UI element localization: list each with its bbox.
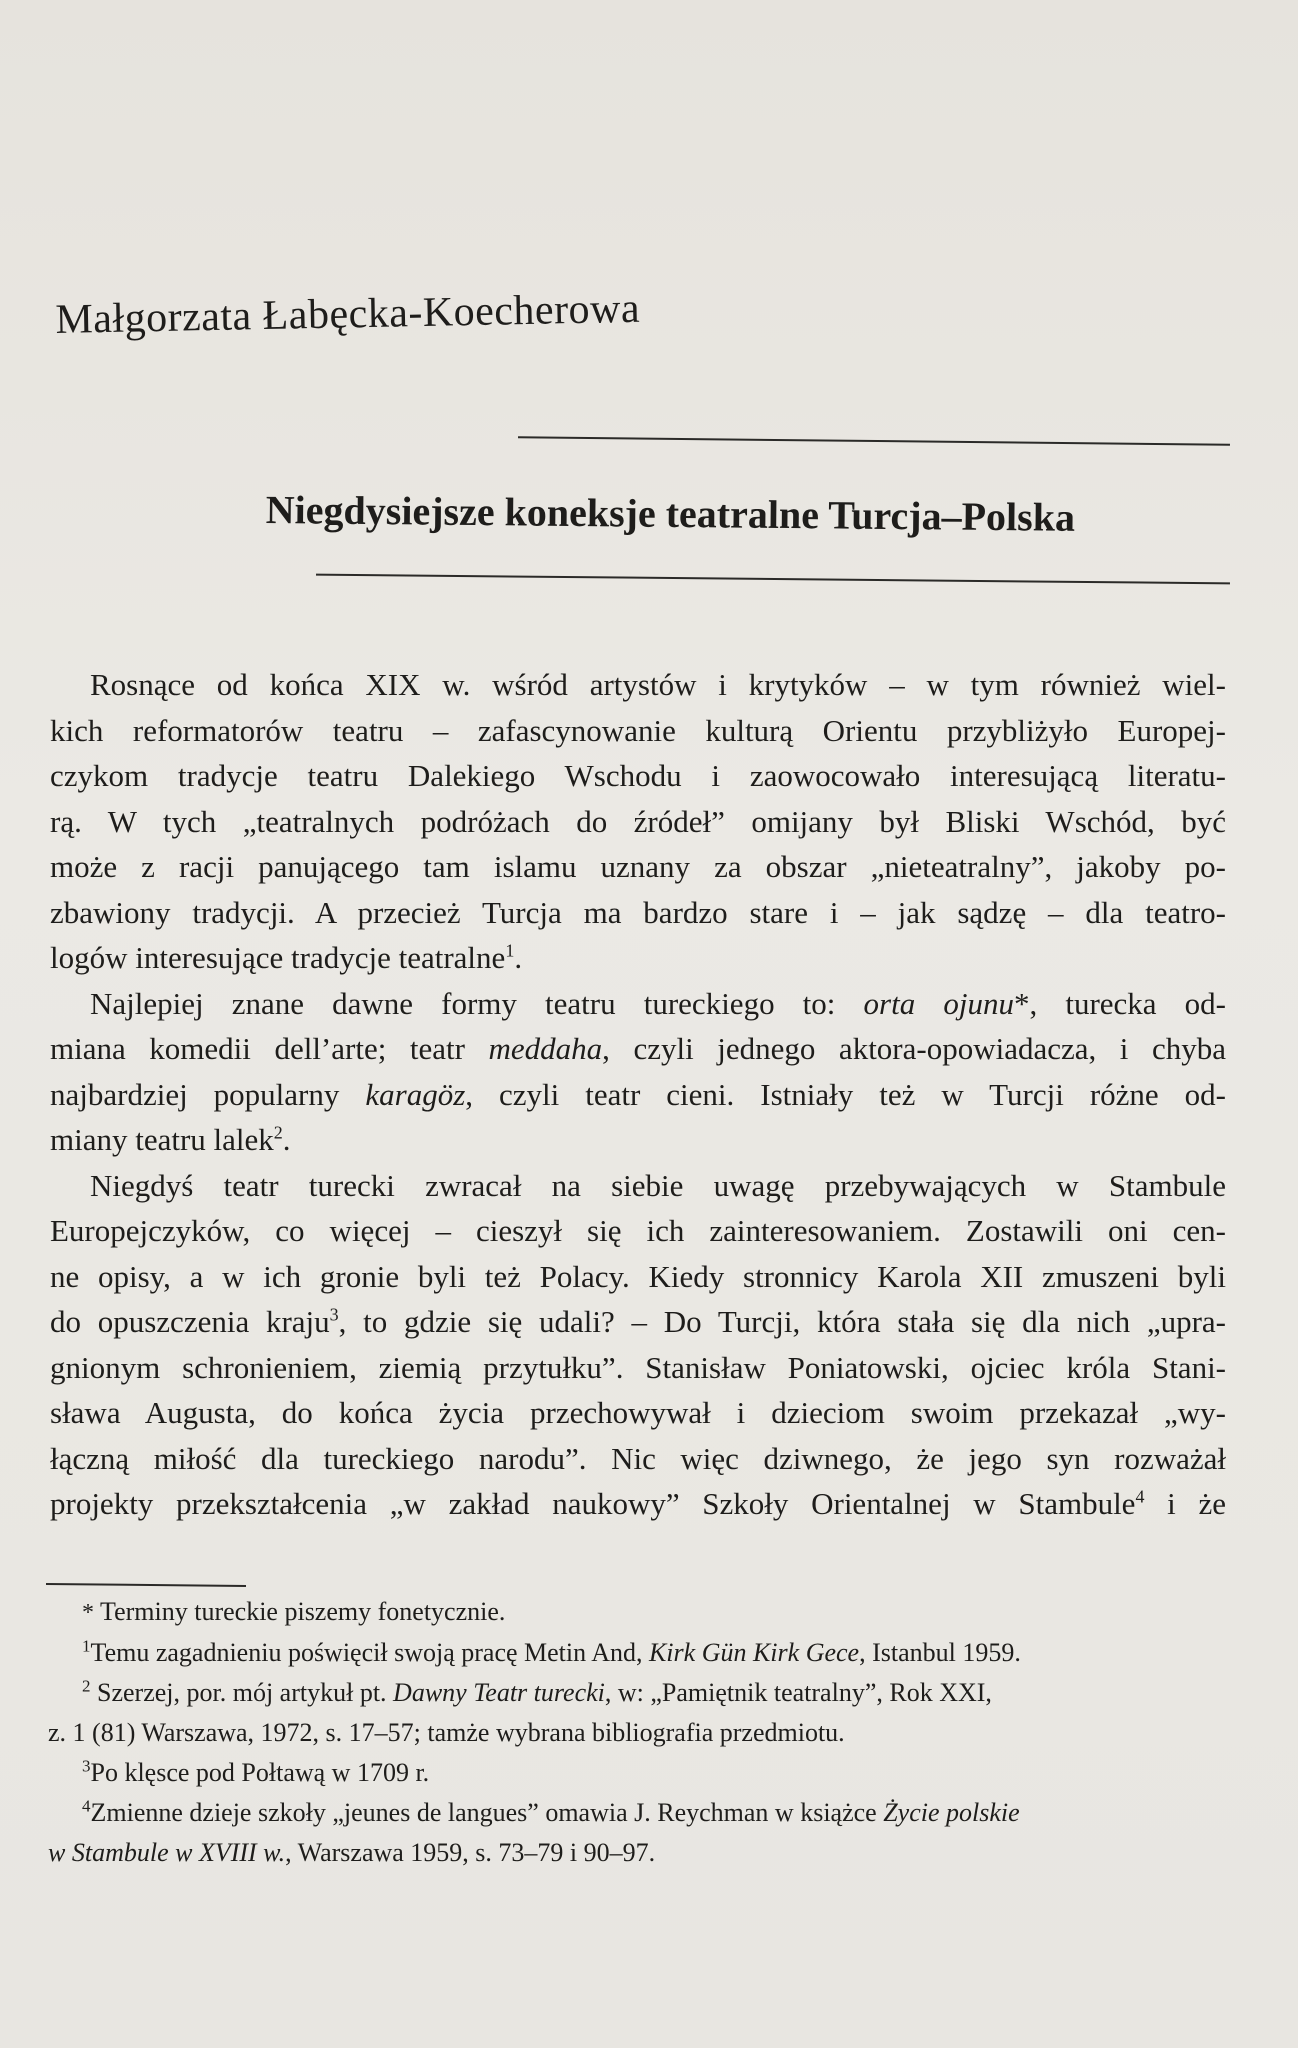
footnote-title: Życie polskie [883, 1798, 1020, 1827]
term-orta-ojunu: orta ojunu [863, 985, 1014, 1021]
footnote-text: Szerzej, por. mój artykuł pt. [97, 1678, 394, 1707]
body-text: , czyli jednego aktora-opowiadacza, i chyba [602, 1031, 1226, 1066]
body-text: i że [1144, 1486, 1226, 1521]
footnote-ref-3: 3 [329, 1304, 339, 1325]
footnotes [48, 1592, 1208, 1873]
footnote-4 [48, 1793, 1208, 1833]
body-text: do opuszczenia kraju [50, 1304, 330, 1339]
article-title: Niegdysiejsze koneksje teatralne Turcja–Polska [265, 486, 1076, 540]
footnote-mark: 4 [82, 1796, 91, 1816]
body-line: gnionym schronieniem, ziemią przytułku”. Stanisław Poniatowski, ojciec króla Stani- [50, 1349, 1226, 1385]
body-line: Rosnące od końca XIX w. wśród artystów i krytyków – w tym również wiel- [90, 667, 1226, 702]
footnote-ref-1: 1 [505, 940, 515, 961]
body-line [50, 1481, 1226, 1527]
body-text: projekty przekształcenia „w zakład naukowy” Szkoły Orientalnej w Stambule [50, 1486, 1136, 1521]
title-rule-top [518, 436, 1230, 445]
body-line [50, 1299, 1226, 1345]
body-line: kich reformatorów teatru – zafascynowanie kulturą Orientu przybliżyło Europej- [50, 712, 1226, 748]
body-text: Najlepiej znane dawne formy teatru tureckiego to: [90, 985, 864, 1021]
footnote-star [48, 1592, 1208, 1633]
footnote-text: Terminy tureckie piszemy fonetycznie. [100, 1597, 506, 1626]
footnote-ref-4: 4 [1135, 1486, 1145, 1507]
body-text: logów interesujące tradycje teatralne [50, 940, 506, 975]
body-text: , to gdzie się udali? – Do Turcji, która stała się dla nich „upra- [338, 1304, 1226, 1339]
footnote-separator [46, 1583, 246, 1587]
body-line: zbawiony tradycji. A przecież Turcja ma bardzo stare i – jak sądzę – dla teatro- [50, 894, 1226, 930]
body-line [50, 1072, 1226, 1118]
footnote-2 [48, 1673, 1208, 1713]
body-line: Niegdyś teatr turecki zwracał na siebie uwagę przebywających w Stambule [90, 1167, 1226, 1203]
body-line: może z racji panującego tam islamu uznany za obszar „nieteatralny”, jakoby po- [50, 849, 1226, 884]
footnote-mark: 3 [82, 1756, 91, 1776]
footnote-text: Zmienne dzieje szkoły „jeunes de langues” omawia J. Reychman w książce [90, 1798, 884, 1827]
author-name: Małgorzata Łabęcka-Koecherowa [55, 285, 641, 343]
body-text: *, turecka od- [1013, 985, 1226, 1021]
body-line: czykom tradycje teatru Dalekiego Wschodu i zaowocowało interesującą literatu- [50, 758, 1226, 793]
body-text: miany teatru lalek [50, 1122, 274, 1157]
footnote-3 [48, 1753, 1208, 1793]
footnote-text: , w: „Pamiętnik teatralny”, Rok XXI, [604, 1678, 992, 1707]
body-text: miana komedii dell’arte; teatr [50, 1031, 489, 1066]
title-rule-bottom [316, 574, 1230, 585]
footnote-text: Po klęsce pod Połtawą w 1709 r. [90, 1758, 430, 1787]
term-karagoz: karagöz [365, 1076, 466, 1112]
footnote-text: , Warszawa 1959, s. 73–79 i 90–97. [285, 1838, 656, 1867]
body-text: , czyli teatr cieni. Istniały też w Turcji różne od- [465, 1076, 1226, 1112]
body-line: łączną miłość dla tureckiego narodu”. Nic więc dziwnego, że jego syn rozważał [50, 1440, 1226, 1476]
footnote-text: Temu zagadnieniu poświęcił swoją pracę Metin And, [90, 1638, 649, 1667]
footnote-mark: 1 [82, 1636, 91, 1656]
footnote-ref-2: 2 [273, 1122, 283, 1143]
footnote-title: w Stambule w XVIII w. [48, 1838, 286, 1867]
footnote-text: , Istanbul 1959. [859, 1638, 1021, 1667]
body-line [50, 1026, 1226, 1072]
footnote-4-cont [48, 1833, 1208, 1873]
term-meddaha: meddaha [488, 1031, 603, 1066]
footnote-title: Kirk Gün Kirk Gece [648, 1638, 860, 1667]
footnote-1 [48, 1633, 1208, 1673]
body-line-last: miany teatru lalek$^2$. [50, 1122, 291, 1157]
footnote-2-cont: z. 1 (81) Warszawa, 1972, s. 17–57; tamże wybrana bibliografia przedmiotu. [48, 1718, 845, 1747]
body-line: rą. W tych „teatralnych podróżach do źródeł” omijany był Bliski Wschód, być [50, 803, 1226, 839]
body-line-last: logów interesujące tradycje teatralne$^1$. [50, 940, 523, 975]
footnote-title: Dawny Teatr turecki [393, 1678, 605, 1707]
body-line: sława Augusta, do końca życia przechowywał i dzieciom swoim przekazał „wy- [50, 1395, 1226, 1430]
body-text: najbardziej popularny [50, 1076, 366, 1112]
footnote-mark: 2 [82, 1676, 91, 1696]
body-line [50, 981, 1226, 1027]
body-line: Europejczyków, co więcej – cieszył się ich zainteresowaniem. Zostawili oni cen- [50, 1213, 1226, 1248]
body-line: ne opisy, a w ich gronie byli też Polacy. Kiedy stronnicy Karola XII zmuszeni byli [50, 1258, 1226, 1294]
footnote-mark: * [82, 1600, 94, 1626]
article-body [50, 662, 1226, 1527]
